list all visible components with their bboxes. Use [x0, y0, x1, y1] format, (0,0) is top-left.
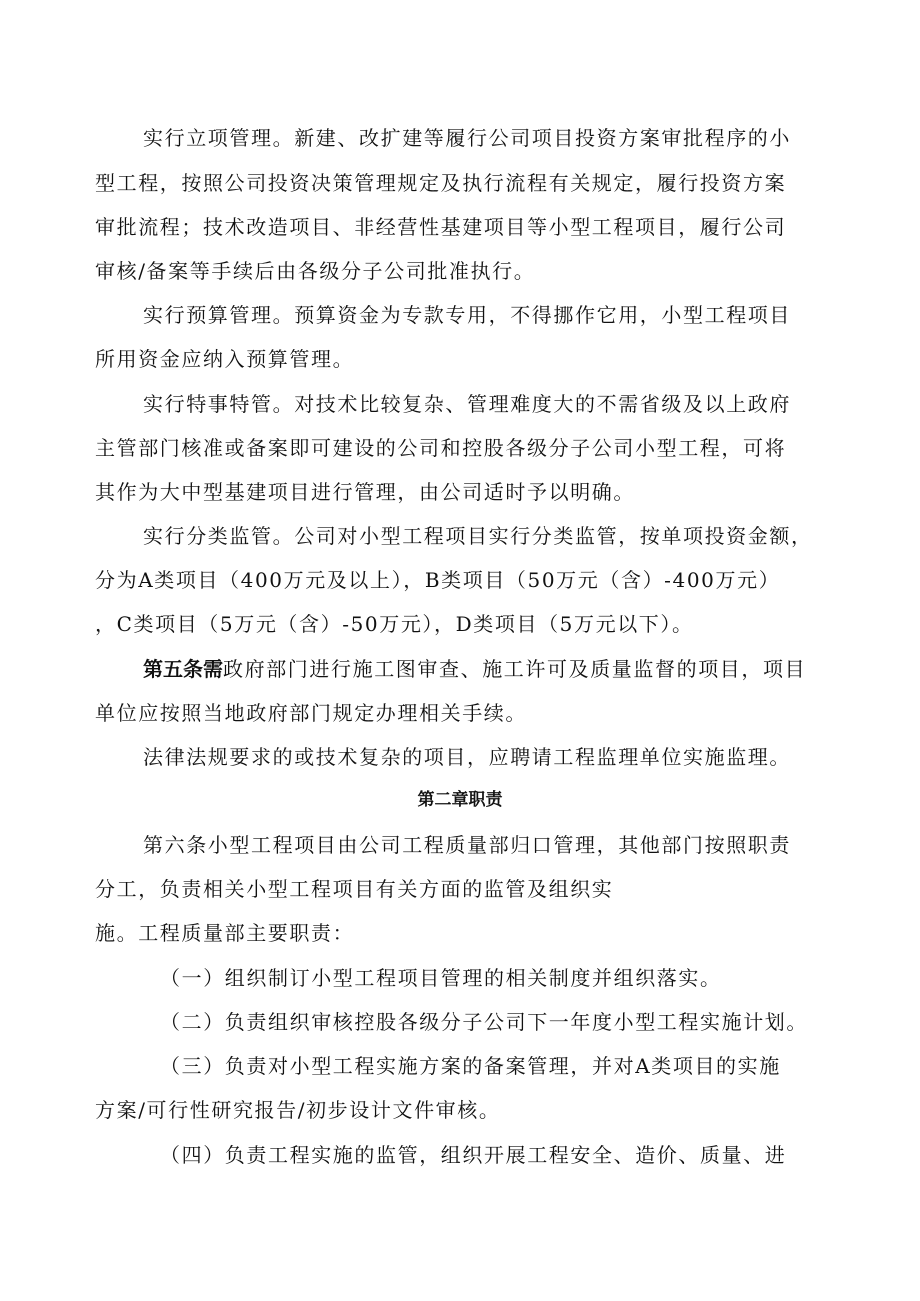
text-line: （一）组织制订小型工程项目管理的相关制度并组织落实。 — [160, 966, 722, 990]
text-line: （二）负责组织审核控股各级分子公司下一年度小型工程实施计划。 — [160, 1010, 808, 1034]
text-line: （三）负责对小型工程实施方案的备案管理，并对A类项目的实施 — [160, 1054, 781, 1078]
text-line: ，C类项目（5万元（含）-50万元），D类项目（5万元以下）。 — [95, 612, 694, 636]
text-line: 法律法规要求的或技术复杂的项目，应聘请工程监理单位实施监理。 — [143, 745, 791, 769]
text-line: 实行分类监管。公司对小型工程项目实行分类监管，按单项投资金额， — [143, 524, 813, 548]
text-line: 单位应按照当地政府部门规定办理相关手续。 — [95, 701, 527, 725]
text-line: 审批流程；技术改造项目、非经营性基建项目等小型工程项目，履行公司 — [95, 215, 787, 239]
text-line: 方案/可行性研究报告/初步设计文件审核。 — [95, 1098, 501, 1122]
text-line: 实行预算管理。预算资金为专款专用，不得挪作它用，小型工程项目 — [143, 303, 791, 327]
text-line: 所用资金应纳入预算管理。 — [95, 347, 355, 371]
article-text: 政府部门进行施工图审查、施工许可及质量监督的项目，项目 — [223, 657, 807, 681]
text-line: （四）负责工程实施的监管，组织开展工程安全、造价、质量、进 — [160, 1143, 787, 1167]
text-line: 实行特事特管。对技术比较复杂、管理难度大的不需省级及以上政府 — [143, 392, 791, 416]
text-line: 主管部门核准或备案即可建设的公司和控股各级分子公司小型工程，可将 — [95, 436, 787, 460]
text-line: 型工程，按照公司投资决策管理规定及执行流程有关规定，履行投资方案 — [95, 171, 787, 195]
text-line: 实行立项管理。新建、改扩建等履行公司项目投资方案审批程序的小 — [143, 126, 791, 150]
text-line: 第六条小型工程项目由公司工程质量部归口管理，其他部门按照职责 — [143, 833, 791, 857]
text-line: 分工，负责相关小型工程项目有关方面的监管及组织实 — [95, 877, 614, 901]
text-line: 其作为大中型基建项目进行管理，由公司适时予以明确。 — [95, 480, 635, 504]
text-line: 审核/备案等手续后由各级分子公司批准执行。 — [95, 259, 536, 283]
article-label: 第五条需 — [143, 657, 223, 681]
text-line: 分为A类项目（400万元及以上），B类项目（50万元（含）-400万元） — [95, 568, 781, 592]
text-line — [143, 657, 806, 681]
text-line: 施。工程质量部主要职责： — [95, 921, 355, 945]
chapter-heading: 第二章职责 — [417, 790, 503, 810]
